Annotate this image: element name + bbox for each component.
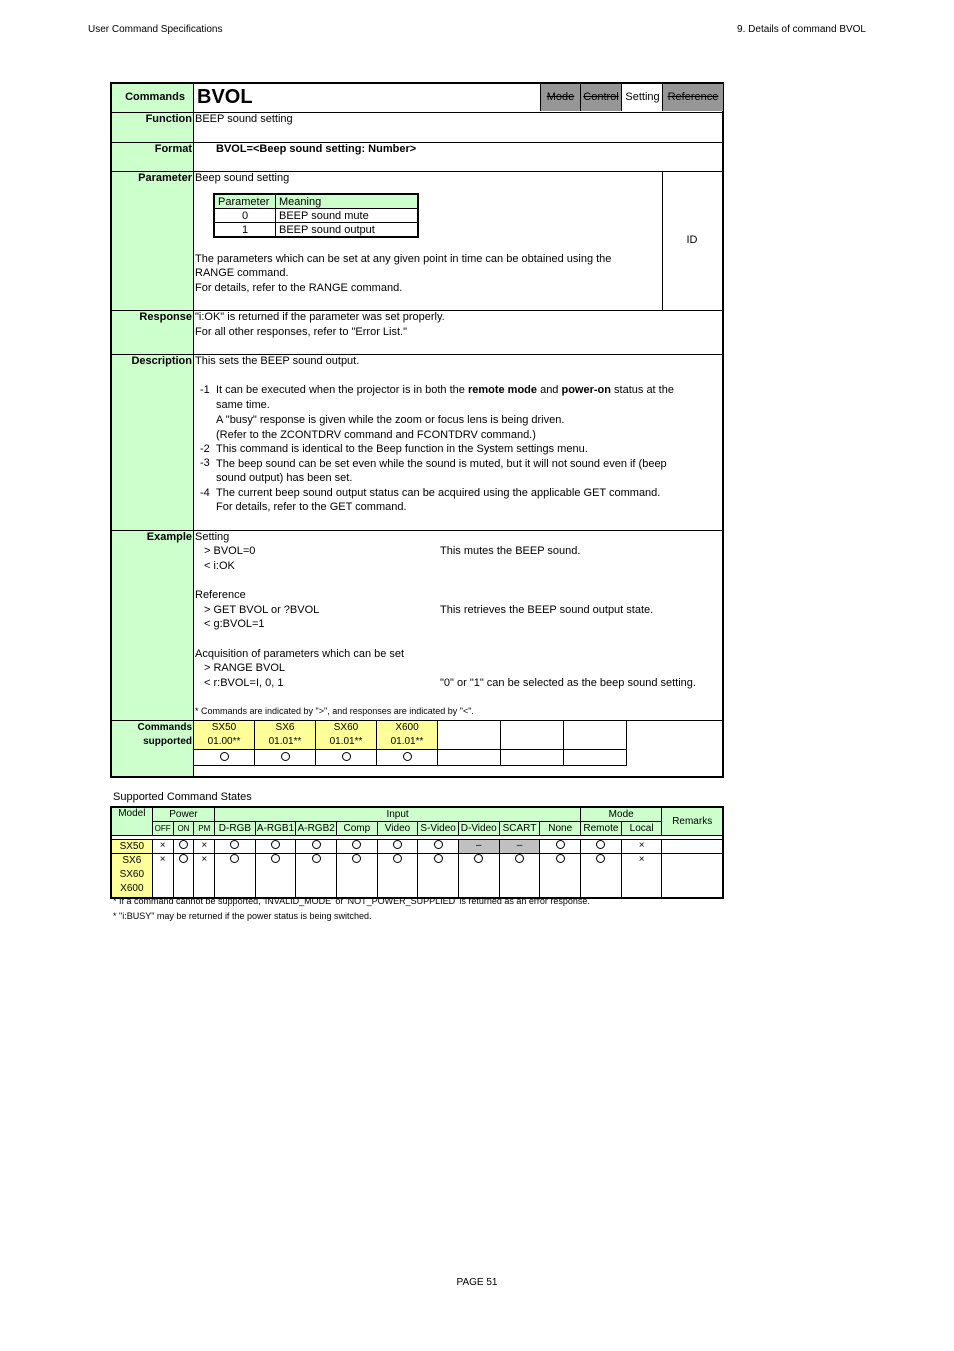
circle-icon — [179, 840, 188, 849]
states-header-input: Input — [215, 807, 581, 822]
circle-icon — [352, 840, 361, 849]
parameter-note-1: The parameters which can be set at any given point in time can be obtained using the — [195, 253, 612, 265]
example-reference-cmd: > GET BVOL or ?BVOL — [204, 604, 320, 616]
circle-icon — [230, 854, 239, 863]
param-value: 1 — [214, 223, 276, 238]
col-a-rgb2: A-RGB2 — [297, 823, 335, 834]
param-col-header: Parameter — [214, 194, 276, 209]
example-acquisition-resp: < r:BVOL=I, 0, 1 — [204, 677, 284, 689]
circle-icon — [403, 752, 412, 761]
circle-icon — [556, 840, 565, 849]
col-none: None — [540, 822, 581, 836]
example-acquisition-cmd: > RANGE BVOL — [204, 662, 286, 674]
states-header-remarks: Remarks — [662, 807, 723, 836]
parameter-note-2: RANGE command. — [195, 267, 289, 279]
state-cell — [580, 840, 621, 854]
description-item-2: This command is identical to the Beep function in the System settings menu. — [216, 443, 588, 455]
col-scart: SCART — [499, 822, 540, 836]
supported-cell: SX6 01.01** — [255, 721, 316, 750]
state-cell — [377, 854, 418, 898]
states-footnote-1: * If a command cannot be supported, 'INVALID_MODE' or 'NOT_POWER_SUPPLIED' is returned as an error response. — [113, 896, 590, 906]
description-item-4: The current beep sound output status can be acquired using the applicable GET command. — [216, 487, 661, 499]
circle-icon — [596, 854, 605, 863]
state-cell: – — [499, 840, 540, 854]
state-cell: × — [621, 840, 662, 854]
circle-icon — [393, 840, 402, 849]
states-header-power: Power — [152, 807, 214, 822]
page-number: PAGE 51 — [456, 1277, 498, 1288]
example-reference-comment: This retrieves the BEEP sound output state. — [440, 604, 654, 616]
param-meaning: BEEP sound output — [276, 223, 419, 238]
state-cell — [337, 854, 378, 898]
description-num-3: -3 — [200, 457, 210, 469]
description-item-1: It can be executed when the projector is in both the remote mode and power-on status at the — [216, 384, 674, 396]
col-comp: Comp — [337, 822, 378, 836]
example-setting-cmd: > BVOL=0 — [204, 545, 256, 557]
state-cell: × — [152, 854, 173, 898]
parameter-note-3: For details, refer to the RANGE command. — [195, 282, 403, 294]
col-a-rgb1: A-RGB1 — [256, 823, 295, 834]
states-table — [110, 806, 724, 899]
description-item-1-busy: A "busy" response is given while the zoom or focus lens is being driven. — [216, 414, 565, 426]
circle-icon — [342, 752, 351, 761]
state-cell — [337, 840, 378, 854]
description-num-2: -2 — [200, 443, 210, 455]
label-description: Description — [131, 355, 192, 367]
description-item-3-cont: sound output) has been set. — [216, 472, 353, 484]
col-pm: PM — [194, 822, 215, 836]
state-cell — [540, 840, 581, 854]
description-item-3: The beep sound can be set even while the sound is muted, but it will not sound even if (beep — [216, 458, 667, 470]
example-setting-comment: This mutes the BEEP sound. — [440, 545, 581, 557]
states-header-model: Model — [111, 807, 152, 836]
response-line-2: For all other responses, refer to "Error List." — [195, 326, 407, 338]
col-d-rgb: D-RGB — [215, 822, 256, 836]
supported-table — [193, 720, 627, 766]
description-item-1-cont: same time. — [216, 399, 270, 411]
label-response: Response — [139, 311, 192, 323]
supported-cell: SX50 01.00** — [194, 721, 255, 750]
circle-icon — [281, 752, 290, 761]
circle-icon — [312, 854, 321, 863]
circle-icon — [515, 854, 524, 863]
example-setting: Setting — [195, 531, 230, 543]
supported-cell: SX60 01.01** — [316, 721, 377, 750]
state-cell — [377, 840, 418, 854]
states-model: SX6 SX60 X600 — [111, 854, 152, 898]
meaning-col-header: Meaning — [276, 194, 419, 209]
col-on: ON — [173, 822, 194, 836]
header-left: User Command Specifications — [88, 24, 223, 35]
states-footnote-2: * "i:BUSY" may be returned if the power status is being switched. — [113, 911, 372, 921]
state-cell — [458, 854, 499, 898]
state-remarks — [662, 840, 723, 854]
circle-icon — [312, 840, 321, 849]
example-acquisition-comment: "0" or "1" can be selected as the beep sound setting. — [440, 677, 696, 689]
parameter-title: Beep sound setting — [195, 172, 290, 184]
circle-icon — [393, 854, 402, 863]
states-header-mode: Mode — [580, 807, 661, 822]
example-reference: Reference — [195, 589, 246, 601]
state-cell — [215, 854, 256, 898]
state-cell: × — [194, 840, 215, 854]
state-cell — [540, 854, 581, 898]
state-cell — [255, 840, 296, 854]
states-title: Supported Command States — [113, 791, 252, 803]
states-model: SX50 — [111, 840, 152, 854]
description-item-4-cont: For details, refer to the GET command. — [216, 501, 407, 513]
circle-icon — [556, 854, 565, 863]
col-d-video: D-Video — [458, 822, 499, 836]
example-note: * Commands are indicated by ">", and responses are indicated by "<". — [195, 706, 474, 716]
state-cell: × — [152, 840, 173, 854]
mode-tag: Mode — [540, 84, 580, 111]
circle-icon — [271, 854, 280, 863]
parameter-side: ID — [686, 234, 698, 246]
example-acquisition: Acquisition of parameters which can be set — [195, 648, 405, 660]
circle-icon — [352, 854, 361, 863]
circle-icon — [434, 854, 443, 863]
circle-icon — [434, 840, 443, 849]
col-s-video: S-Video — [418, 822, 459, 836]
description-intro: This sets the BEEP sound output. — [195, 355, 360, 367]
state-cell — [173, 840, 194, 854]
state-cell — [418, 854, 459, 898]
state-remarks — [662, 854, 723, 898]
state-cell — [255, 854, 296, 898]
col-video: Video — [377, 822, 418, 836]
col-local: Local — [621, 822, 662, 836]
label-example: Example — [146, 531, 192, 543]
label-column — [112, 84, 194, 776]
circle-icon — [596, 840, 605, 849]
state-cell — [296, 840, 337, 854]
function-text: BEEP sound setting — [195, 113, 293, 125]
circle-icon — [271, 840, 280, 849]
format-text: BVOL=<Beep sound setting: Number> — [216, 143, 417, 155]
supported-cell: X600 01.01** — [377, 721, 438, 750]
circle-icon — [474, 854, 483, 863]
reference-tag: Reference — [662, 84, 723, 111]
param-meaning: BEEP sound mute — [276, 209, 419, 223]
state-cell: – — [458, 840, 499, 854]
state-cell — [173, 854, 194, 898]
state-cell — [296, 854, 337, 898]
label-format: Format — [154, 143, 192, 155]
state-cell: × — [621, 854, 662, 898]
col-off: OFF — [152, 822, 173, 836]
example-setting-resp: < i:OK — [204, 560, 235, 572]
circle-icon — [220, 752, 229, 761]
command-box — [110, 82, 724, 778]
col-remote: Remote — [580, 822, 621, 836]
header-right: 9. Details of command BVOL — [737, 24, 866, 35]
param-value: 0 — [214, 209, 276, 223]
state-cell — [418, 840, 459, 854]
label-parameter: Parameter — [138, 172, 192, 184]
state-cell — [580, 854, 621, 898]
description-item-1-ref: (Refer to the ZCONTDRV command and FCONTDRV command.) — [216, 429, 536, 441]
response-line-1: "i:OK" is returned if the parameter was set properly. — [195, 311, 445, 323]
example-reference-resp: < g:BVOL=1 — [204, 618, 265, 630]
parameter-table — [213, 193, 419, 238]
description-num-4: -4 — [200, 487, 210, 499]
state-cell — [215, 840, 256, 854]
state-cell — [499, 854, 540, 898]
circle-icon — [230, 840, 239, 849]
command-name: BVOL — [197, 86, 253, 108]
description-num-1: -1 — [200, 384, 210, 396]
setting-tag: Setting — [621, 84, 663, 111]
label-commands: Commands — [125, 91, 185, 103]
label-commands-supported: Commands supported — [137, 722, 192, 747]
label-function: Function — [145, 113, 192, 125]
state-cell: × — [194, 854, 215, 898]
circle-icon — [179, 854, 188, 863]
control-tag: Control — [580, 84, 621, 111]
